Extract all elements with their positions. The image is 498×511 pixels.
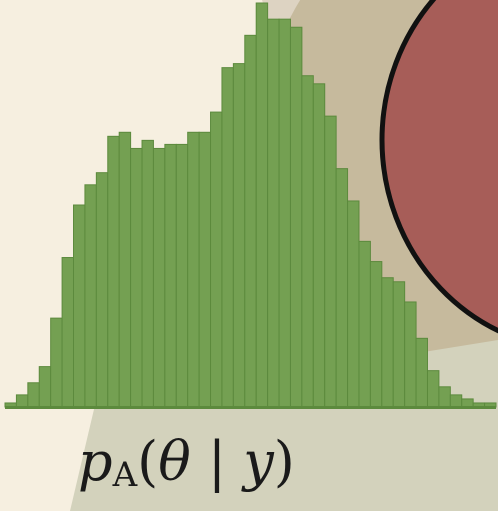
histogram-bar [165, 144, 176, 407]
histogram-bar [142, 140, 153, 407]
histogram-bar [199, 132, 210, 407]
label-given: | [190, 430, 244, 493]
histogram-bar [96, 173, 107, 407]
histogram-bar [359, 241, 370, 407]
label-y: y [243, 430, 274, 493]
histogram-bar [462, 399, 473, 407]
histogram-bar [439, 387, 450, 407]
histogram-bar [222, 68, 233, 407]
histogram-bar [325, 116, 336, 407]
histogram-bar [233, 64, 244, 407]
histogram-bar [348, 201, 359, 407]
histogram-bar [290, 27, 301, 407]
histogram-bar [153, 148, 164, 407]
label-open-paren: ( [137, 430, 159, 493]
histogram-bar [256, 3, 267, 407]
histogram-bar [245, 35, 256, 407]
histogram-bar [39, 367, 50, 407]
label-theta: θ [158, 430, 191, 493]
histogram-bar [302, 76, 313, 407]
histogram-bar [393, 282, 404, 407]
histogram-bar [336, 169, 347, 407]
histogram-bar [51, 318, 62, 407]
histogram-bar [131, 148, 142, 407]
histogram-bar [211, 112, 222, 407]
baseline [5, 406, 496, 409]
histogram-bar [108, 136, 119, 407]
histogram-bar [188, 132, 199, 407]
histogram-bar [427, 371, 438, 407]
histogram-bar [382, 278, 393, 407]
label-p: p [78, 430, 113, 493]
label-close-paren: ) [273, 430, 295, 493]
label-subscript: A [112, 455, 138, 495]
histogram-bar [313, 84, 324, 407]
histogram-bar [405, 302, 416, 407]
histogram-bar [268, 19, 279, 407]
histogram-bar [279, 19, 290, 407]
distribution-label [78, 430, 295, 495]
histogram-bar [28, 383, 39, 407]
histogram-bar [370, 262, 381, 407]
histogram-bar [416, 338, 427, 407]
histogram-bar [176, 144, 187, 407]
histogram-bar [450, 395, 461, 407]
histogram-bar [119, 132, 130, 407]
histogram-bar [85, 185, 96, 407]
histogram-bar [62, 258, 73, 407]
histogram-bar [16, 395, 27, 407]
histogram-bar [74, 205, 85, 407]
